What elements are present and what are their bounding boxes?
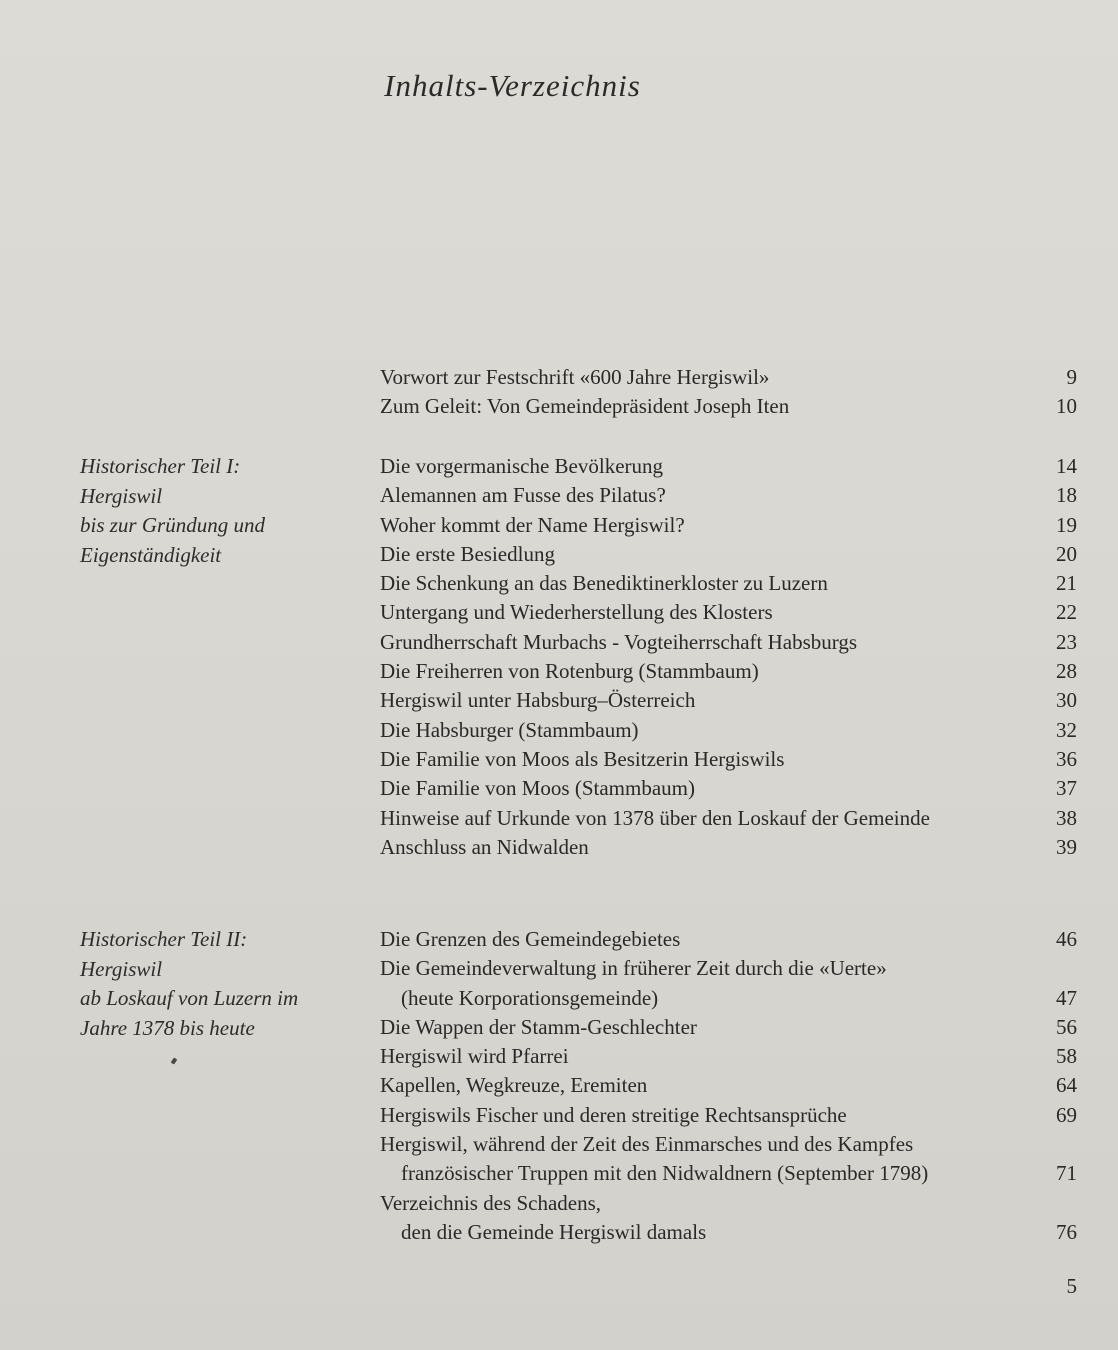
toc-entry-title: Alemannen am Fusse des Pilatus? — [380, 483, 666, 508]
toc-entry-page: 20 — [1056, 541, 1077, 566]
toc-entry — [380, 804, 1077, 833]
toc-entry-title: Anschluss an Nidwalden — [380, 834, 589, 859]
toc-entry — [380, 984, 1077, 1013]
toc-entry-title: Hergiswil wird Pfarrei — [380, 1044, 569, 1069]
toc-entry-title: Die erste Besiedlung — [380, 541, 555, 566]
toc-entry — [380, 774, 1077, 803]
toc-entry — [380, 745, 1077, 774]
toc-entry-title: Woher kommt der Name Hergiswil? — [380, 512, 685, 537]
toc-entry-title: Die vorgermanische Bevölkerung — [380, 454, 664, 478]
toc-entry — [380, 954, 1077, 983]
toc-entry-title: Vorwort zur Festschrift «600 Jahre Hergiswil» — [380, 365, 770, 389]
part1-entries — [380, 452, 1077, 862]
page-title: Inhalts-Verzeichnis — [384, 68, 641, 103]
toc-entry-page: 47 — [1056, 985, 1077, 1010]
toc-entry — [380, 628, 1077, 657]
toc-entry — [380, 481, 1077, 510]
toc-entry — [380, 716, 1077, 745]
toc-entry — [380, 1130, 1077, 1159]
toc-entry — [380, 1071, 1077, 1100]
toc-entry — [380, 833, 1077, 862]
toc-entry-title: Die Schenkung an das Benediktinerkloster zu Luzern — [380, 571, 828, 596]
toc-entry-title: Grundherrschaft Murbachs - Vogteiherrschaft Habsburgs — [380, 629, 858, 654]
part1-label-line: Eigenständigkeit — [80, 542, 222, 567]
toc-entry-title: Die Wappen der Stamm-Geschlechter — [380, 1014, 697, 1039]
toc-entry-page: 58 — [1056, 1044, 1077, 1069]
toc-entry-title: französischer Truppen mit den Nidwaldnern (September 1798) — [401, 1161, 929, 1186]
part2-label-line: Hergiswil — [80, 956, 163, 981]
toc-entry-title: Zum Geleit: Von Gemeindepräsident Joseph Iten — [380, 394, 790, 419]
toc-entry — [380, 1101, 1077, 1130]
toc-entry-title: Die Familie von Moos als Besitzerin Hergiswils — [380, 746, 785, 771]
toc-entry-page: 69 — [1056, 1102, 1077, 1127]
part2-entries — [380, 925, 1077, 1247]
toc-entry-title: den die Gemeinde Hergiswil damals — [401, 1219, 707, 1244]
toc-entry-title: Hergiswil, während der Zeit des Einmarsches und des Kampfes — [380, 1132, 914, 1157]
toc-entry-title: Kapellen, Wegkreuze, Eremiten — [380, 1073, 648, 1098]
toc-entry — [380, 1189, 1077, 1218]
toc-entry-page: 30 — [1056, 688, 1077, 713]
toc-entry-title: Verzeichnis des Schadens, — [380, 1190, 602, 1215]
part2-label-line: Jahre 1378 bis heute — [80, 1015, 255, 1040]
toc-entry — [380, 392, 1077, 421]
toc-entry — [380, 657, 1077, 686]
toc-entry — [380, 511, 1077, 540]
part2-label-line: Historischer Teil II: — [80, 927, 248, 951]
toc-entry-page: 56 — [1056, 1014, 1077, 1039]
page-number: 5 — [1066, 1274, 1077, 1298]
part1-label — [80, 452, 360, 570]
toc-entry-page: 19 — [1056, 512, 1077, 537]
toc-entry-page: 18 — [1056, 483, 1077, 508]
toc-entry-page: 39 — [1056, 834, 1077, 859]
toc-entry-page: 23 — [1056, 629, 1077, 654]
toc-entry — [380, 686, 1077, 715]
part2-label-line: ab Loskauf von Luzern im — [80, 986, 299, 1010]
toc-entry — [380, 1013, 1077, 1042]
ink-mark — [171, 1057, 178, 1064]
toc-entry — [380, 452, 1077, 481]
toc-entry-page: 36 — [1056, 746, 1077, 771]
toc-entry-title: Die Familie von Moos (Stammbaum) — [380, 776, 695, 801]
part1-label-line: Historischer Teil I: — [80, 454, 241, 478]
toc-entry-title: Die Gemeindeverwaltung in früherer Zeit durch die «Uerte» — [380, 956, 887, 981]
toc-entry — [380, 1218, 1077, 1247]
part1-label-line: Hergiswil — [80, 483, 163, 508]
toc-entry-page: 71 — [1056, 1161, 1077, 1186]
toc-entry — [380, 1159, 1077, 1188]
toc-entry-page: 37 — [1056, 776, 1077, 801]
toc-entry-title: Die Habsburger (Stammbaum) — [380, 717, 639, 742]
toc-entry-page: 64 — [1056, 1073, 1077, 1098]
toc-entry-page: 10 — [1056, 394, 1077, 419]
part1-label-line: bis zur Gründung und — [80, 513, 265, 537]
toc-entry-page: 38 — [1056, 805, 1077, 830]
toc-entry-page: 14 — [1056, 454, 1077, 478]
toc-entry-title: Untergang und Wiederherstellung des Klosters — [380, 600, 773, 625]
toc-entry — [380, 925, 1077, 954]
toc-entry — [380, 540, 1077, 569]
toc-entry-title: Die Freiherren von Rotenburg (Stammbaum) — [380, 659, 759, 684]
toc-entry-page: 32 — [1056, 717, 1077, 742]
toc-entry-page: 21 — [1056, 571, 1077, 596]
toc-entry — [380, 1042, 1077, 1071]
toc-entry-title: Hinweise auf Urkunde von 1378 über den Loskauf der Gemeinde — [380, 805, 930, 830]
part2-label — [80, 925, 360, 1043]
intro-entries — [380, 363, 1077, 422]
toc-entry-title: Die Grenzen des Gemeindegebietes — [380, 927, 681, 951]
toc-entry-title: (heute Korporationsgemeinde) — [401, 985, 659, 1010]
toc-entry-page: 9 — [1066, 365, 1077, 389]
toc-entry-title: Hergiswils Fischer und deren streitige Rechtsansprüche — [380, 1102, 847, 1127]
toc-entry — [380, 569, 1077, 598]
toc-entry-page: 22 — [1056, 600, 1077, 625]
toc-entry-page: 46 — [1056, 927, 1077, 951]
toc-entry — [380, 363, 1077, 392]
toc-entry — [380, 598, 1077, 627]
toc-entry-title: Hergiswil unter Habsburg–Österreich — [380, 688, 696, 713]
toc-entry-page: 76 — [1056, 1219, 1077, 1244]
toc-entry-page: 28 — [1056, 659, 1077, 684]
